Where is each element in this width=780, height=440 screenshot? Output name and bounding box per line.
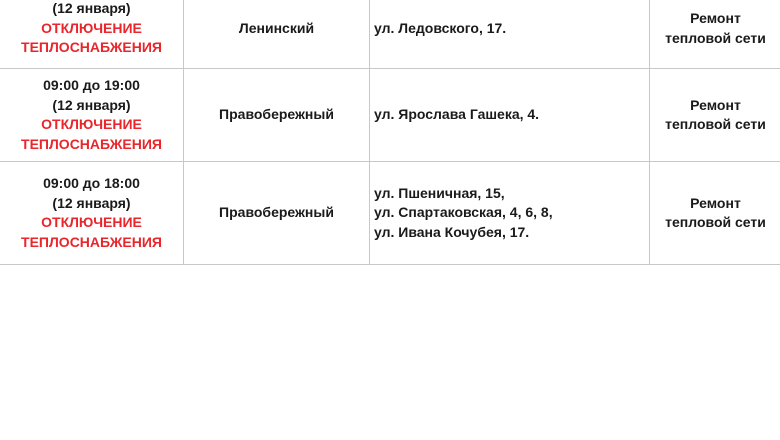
reason-line: тепловой сети [665, 116, 766, 132]
address-line: ул. Ивана Кочубея, 17. [374, 223, 530, 240]
time-cell [0, 162, 184, 265]
reason-cell [650, 0, 780, 69]
address-line: ул. Спартаковская, 4, 6, 8, [374, 204, 553, 221]
time-line: 09:00 до 19:00 [43, 77, 140, 93]
time-cell [0, 0, 184, 69]
time-line: (12 января) [52, 96, 131, 113]
status-line: ТЕПЛОСНАБЖЕНИЯ [21, 39, 162, 56]
status-line: ТЕПЛОСНАБЖЕНИЯ [21, 233, 162, 250]
address-line: ул. Ледовского, 17. [374, 19, 507, 36]
district-name: Правобережный [219, 204, 334, 221]
time-line: (12 января) [52, 194, 131, 211]
table-row [0, 69, 780, 162]
district-cell [184, 162, 370, 265]
reason-line: Ремонт [690, 194, 741, 211]
reason-line: тепловой сети [665, 29, 766, 46]
reason-cell [650, 162, 780, 265]
time-line: (12 января) [52, 0, 131, 17]
status-line: ОТКЛЮЧЕНИЕ [41, 116, 142, 132]
address-line: ул. Пшеничная, 15, [374, 184, 505, 201]
district-cell [184, 69, 370, 162]
table-row [0, 162, 780, 265]
reason-cell [650, 69, 780, 162]
time-cell [0, 69, 184, 162]
address-cell [370, 69, 650, 162]
address-cell [370, 162, 650, 265]
reason-line: Ремонт [690, 96, 741, 113]
address-line: ул. Ярослава Гашека, 4. [374, 106, 540, 123]
status-line: ТЕПЛОСНАБЖЕНИЯ [21, 135, 162, 152]
reason-line: Ремонт [690, 10, 741, 26]
time-line: 09:00 до 18:00 [43, 175, 140, 191]
status-line: ОТКЛЮЧЕНИЕ [41, 19, 142, 36]
reason-line: тепловой сети [665, 214, 766, 230]
table-row [0, 0, 780, 69]
district-name: Ленинский [238, 19, 315, 36]
district-cell [184, 0, 370, 69]
district-name: Правобережный [219, 106, 334, 123]
address-cell [370, 0, 650, 69]
status-line: ОТКЛЮЧЕНИЕ [41, 214, 142, 230]
